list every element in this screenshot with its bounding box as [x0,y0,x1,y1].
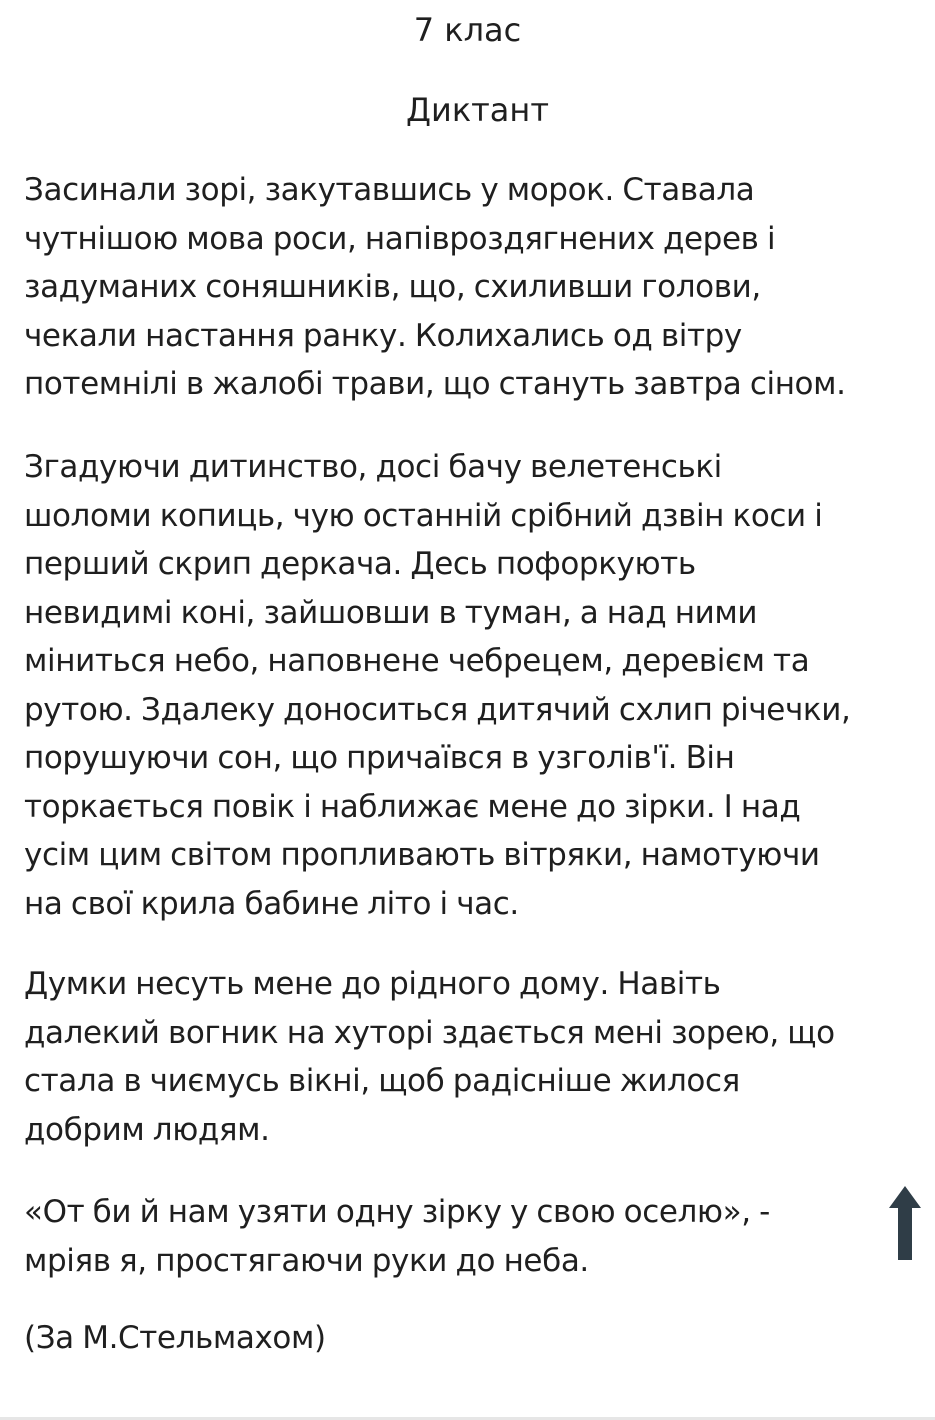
text-line: шоломи копиць, чую останній срібний дзвін коси і [24,497,823,534]
text-line: чекали настання ранку. Колихались од вітру [24,317,742,354]
text-line: чутнішою мова роси, напівроздягнених дерев і [24,220,776,257]
text-line: рутою. Здалеку доноситься дитячий схлип річечки, [24,691,851,728]
text-line: потемнілі в жалобі трави, що стануть завтра сіном. [24,366,846,402]
text-line: порушуючи сон, що причаївся в узголів'ї. Він [24,740,735,776]
scroll-to-top-button[interactable] [883,1183,927,1263]
text-line: мріяв я, простягаючи руки до неба. [24,1242,589,1279]
grade-heading: 7 клас [413,11,522,49]
text-line: стала в чиємусь вікні, щоб радісніше жилося [24,1063,740,1099]
paragraph-2 [24,443,929,928]
text-line: перший скрип деркача. Десь пофоркують [24,546,696,582]
paragraph-1 [24,166,929,409]
text-line: невидимі коні, зайшовши в туман, а над ними [24,594,758,631]
text-line: добрим людям. [24,1111,270,1148]
text-line: задуманих соняшників, що, схиливши голови, [24,269,761,305]
arrow-up-icon [883,1183,927,1263]
text-line: (За М.Стельмахом) [24,1320,326,1356]
text-line: далекий вогник на хуторі здається мені зорею, що [24,1014,835,1051]
text-line: Засинали зорі, закутавшись у морок. Ставала [24,172,755,208]
text-line: усім цим світом пропливають вітряки, намотуючи [24,837,820,873]
text-line: міниться небо, наповнене чебрецем, деревієм та [24,643,810,679]
attribution [24,1314,929,1363]
paragraph-3 [24,960,929,1154]
text-line: Згадуючи дитинство, досі бачу велетенські [24,449,722,485]
text-line: Думки несуть мене до рідного дому. Навіть [24,966,721,1002]
page-title: Диктант [406,91,549,129]
text-line: «От би й нам узяти одну зірку у свою оселю», - [24,1194,770,1230]
text-line: торкається повік і наближає мене до зірки. І над [24,788,801,825]
paragraph-4 [24,1188,929,1285]
text-line: на свої крила бабине літо і час. [24,885,519,922]
